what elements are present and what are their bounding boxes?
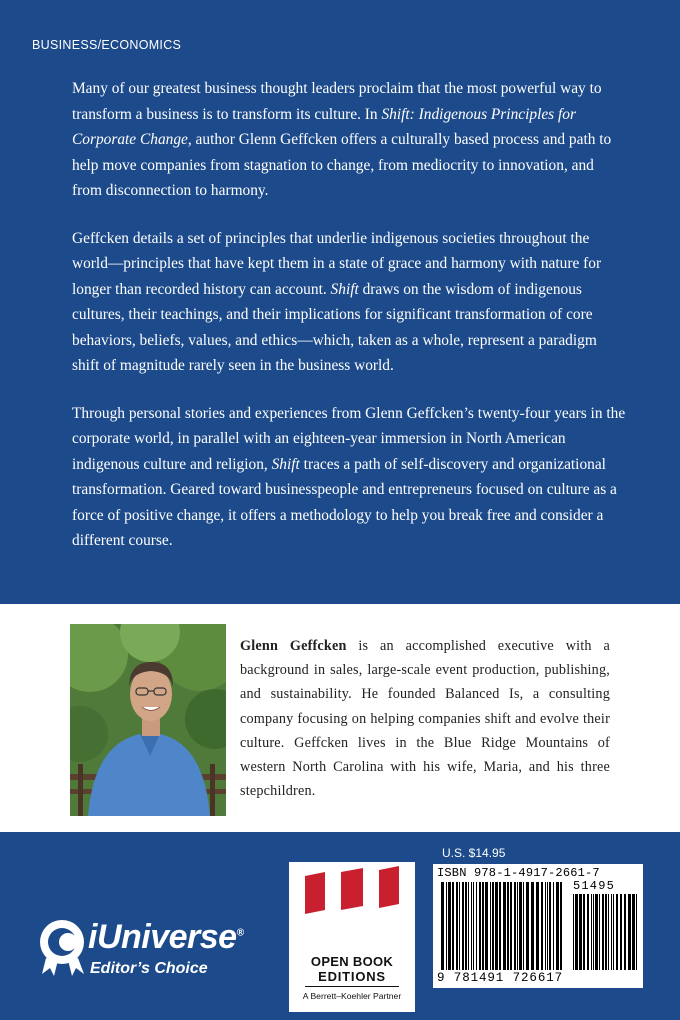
- isbn-number: ISBN 978-1-4917-2661-7: [437, 866, 600, 880]
- editors-choice-label: Editor’s Choice: [90, 960, 208, 977]
- description-paragraph-3: Through personal stories and experiences from Glenn Geffcken’s twenty-four years in the corporate world, in parallel with an eighteen-year immersion in North American indigenous culture and religion, Shift traces a path of self-discovery and organizational transformation. Geared toward businesspeople and entrepreneurs focused on culture as a force of positive change, it offers a methodology to help you break free and consider a different course.: [72, 404, 626, 549]
- description-paragraph-2: Geffcken details a set of principles that underlie indigenous societies throughout the world—principles that have kept them in a state of grace and harmony with nature for longer than recorded history can account. Shift draws on the wisdom of indigenous cultures, their teachings, and their implications for significant transformation of core behaviors, beliefs, values, and ethics—which, taken as a whole, represent a paradigm shift of magnitude rarely seen in the business world.: [72, 229, 602, 374]
- price-label: U.S. $14.95: [442, 846, 506, 860]
- category-label: BUSINESS/ECONOMICS: [32, 38, 182, 52]
- ean-digits: 9 781491 726617: [437, 971, 564, 985]
- iuniverse-logo: [38, 916, 278, 986]
- book-description: [72, 76, 627, 576]
- book-title-italic: Shift: Indigenous Principles for Corporate Change: [72, 105, 576, 148]
- open-book-editions-logo: [289, 862, 415, 1012]
- author-bio: Glenn Geffcken is an accomplished executive with a background in sales, large-scale event production, publishing, and sustainability. He founded Balanced Is, a consulting company focusing on helping companies shift and evolve their culture. Geffcken lives in the Blue Ridge Mountains of western North Carolina with his wife, Maria, and his three stepchildren.: [240, 638, 610, 800]
- author-portrait-illustration: [70, 624, 226, 816]
- open-book-icon: [289, 862, 415, 952]
- registered-mark: ®: [236, 927, 244, 939]
- imprint-partner-line: A Berrett–Koehler Partner: [302, 991, 402, 1001]
- author-photo: [70, 624, 226, 816]
- imprint-divider: [305, 986, 399, 987]
- price-addon-number: 51495: [573, 879, 616, 893]
- imprint-title-line-2: EDITIONS: [318, 969, 386, 984]
- author-panel: [0, 604, 680, 832]
- isbn-barcode: [433, 864, 643, 988]
- imprint-title-line-1: OPEN BOOK: [310, 954, 394, 969]
- author-name: Glenn Geffcken: [240, 638, 347, 654]
- iuniverse-seal-icon: [38, 916, 94, 978]
- iuniverse-wordmark: iUniverse®: [88, 918, 244, 956]
- book-title-italic: Shift: [330, 280, 359, 298]
- book-title-italic: Shift: [271, 455, 300, 473]
- publisher-panel: [0, 832, 680, 1020]
- description-paragraph-1: Many of our greatest business thought leaders proclaim that the most powerful way to transform a business is to transform its culture. In Shift: Indigenous Principles for Corporate Change, author Glenn Geffcken offers a culturally based process and path to help move companies from stagnation to change, from mediocrity to innovation, and from disconnection to harmony.: [72, 80, 612, 199]
